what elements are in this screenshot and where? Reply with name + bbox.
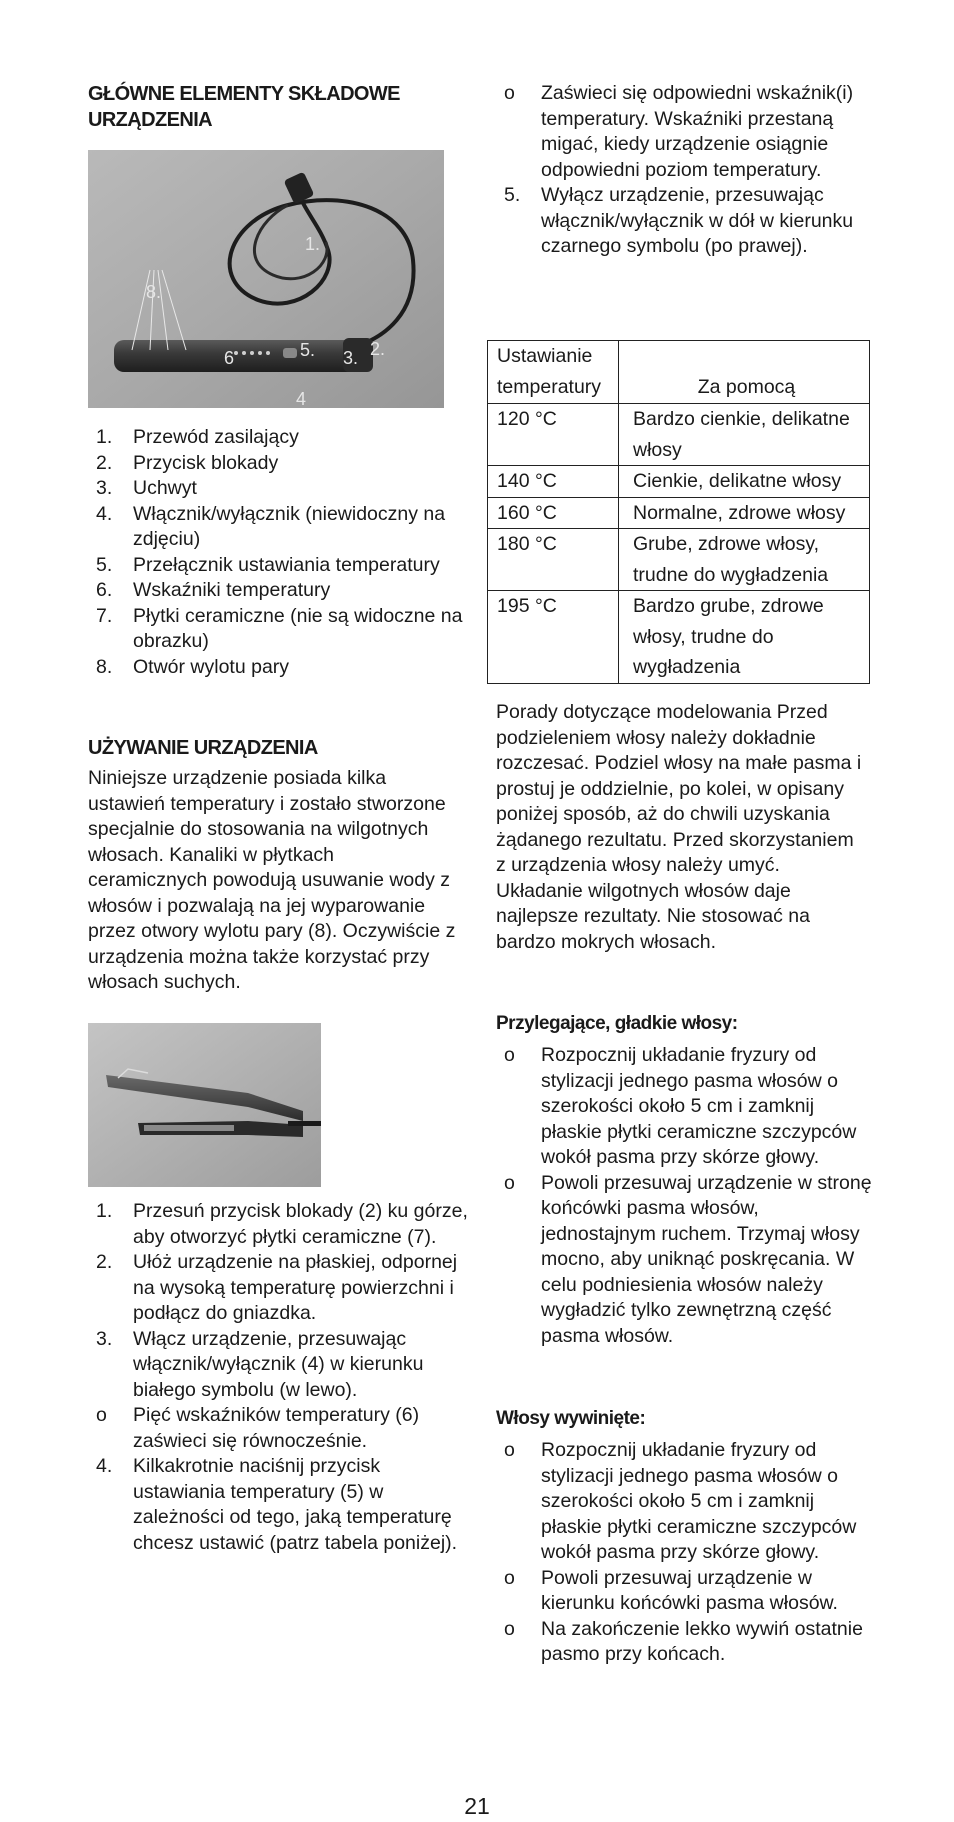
table-row <box>488 529 870 591</box>
table-cell-use: Bardzo grube, zdrowe włosy, trudne do wygładzenia <box>619 591 870 684</box>
list-marker: o <box>504 1617 515 1640</box>
list-item-text: Zaświeci się odpowiedni wskaźnik(i) temperatury. Wskaźniki przestaną migać, kiedy urządzenie osiągnie odpowiedni poziom temperatury. <box>541 82 854 181</box>
list-item-text: Powoli przesuwaj urządzenie w stronę końcówki pasma włosów, jednostajnym ruchem. Trzymaj włosy mocno, aby uniknąć poskręcania. W celu podniesienia włosów należy wygładzić tylko zewnętrzną część pasma włosów. <box>541 1171 872 1347</box>
table-cell-use: Grube, zdrowe włosy, trudne do wygładzenia <box>619 529 870 591</box>
table-header-temperature: Ustawianie temperatury <box>488 341 619 404</box>
callout-4: 4 <box>296 389 307 408</box>
list-marker: 5. <box>504 184 521 206</box>
temperature-table <box>487 340 870 684</box>
list-item-text: Włącz urządzenie, przesuwając włącznik/wyłącznik (4) w kierunku białego symbolu (w lewo). <box>133 1327 424 1401</box>
table-header-usage: Za pomocą <box>619 341 870 404</box>
list-item-text: Włącznik/wyłącznik (niewidoczny na zdjęciu) <box>133 502 446 550</box>
table-cell-use: Cienkie, delikatne włosy <box>619 466 870 498</box>
list-item-text: Płytki ceramiczne (nie są widoczne na obrazku) <box>133 604 463 652</box>
list-marker: o <box>504 1439 515 1461</box>
list-marker: 8. <box>96 655 113 678</box>
list-item-text: Powoli przesuwaj urządzenie w kierunku końcówki pasma włosów. <box>541 1566 838 1614</box>
section-title-main-parts: GŁÓWNE ELEMENTY SKŁADOWE URZĄDZENIA <box>88 83 400 131</box>
table-cell-temp: 180 °C <box>488 529 619 591</box>
list-item <box>88 425 468 451</box>
list-marker: o <box>504 82 515 104</box>
callout-1: 1. <box>305 234 321 254</box>
list-item-text: Otwór wylotu pary <box>133 655 290 678</box>
list-item <box>88 1250 468 1327</box>
callout-8: 8. <box>146 282 162 302</box>
callout-5: 5. <box>300 340 316 360</box>
list-marker: 5. <box>96 553 113 576</box>
subsection-title-curled: Włosy wywinięte: <box>496 1408 646 1429</box>
curled-hair-list <box>496 1438 876 1668</box>
page-number: 21 <box>464 1793 490 1819</box>
list-item <box>88 553 468 579</box>
list-item-text: Wskaźniki temperatury <box>133 579 331 601</box>
callout-6: 6 <box>224 348 235 368</box>
straightener-photo-illustration <box>88 150 444 408</box>
list-item-text: Przesuń przycisk blokady (2) ku górze, aby otworzyć płytki ceramiczne (7). <box>133 1200 468 1248</box>
list-item <box>88 604 468 655</box>
parts-list <box>88 425 468 680</box>
list-marker: o <box>504 1566 515 1589</box>
list-item <box>88 655 468 681</box>
list-marker: o <box>504 1171 515 1194</box>
table-row <box>488 497 870 529</box>
subsection-title-straight: Przylegające, gładkie włosy: <box>496 1013 738 1034</box>
table-cell-temp: 160 °C <box>488 497 619 529</box>
callout-2: 2. <box>370 339 386 359</box>
table-cell-use: Bardzo cienkie, delikatne włosy <box>619 404 870 466</box>
usage-steps-list <box>88 1199 468 1556</box>
section-title-usage: UŻYWANIE URZĄDZENIA <box>88 737 318 759</box>
list-item-text: Przełącznik ustawiania temperatury <box>133 553 440 576</box>
list-item-text: Przewód zasilający <box>133 426 299 448</box>
product-photo-straightener <box>88 150 444 408</box>
usage-paragraph: Niniejsze urządzenie posiada kilka ustawień temperatury i zostało stworzone specjalnie do stosowania na wilgotnych włosach. Kanaliki w płytkach ceramicznych powodują usuwanie wody z włosów i pozwalają na jej wyparowanie przez otwory wylotu pary (8). Oczywiście z urządzenia można także korzystać przy włosach suchych. <box>88 767 456 993</box>
table-row <box>488 404 870 466</box>
list-item <box>496 1171 876 1350</box>
list-item <box>88 1454 468 1556</box>
list-item <box>496 183 866 260</box>
list-item-text: Pięć wskaźników temperatury (6) zaświeci się równocześnie. <box>133 1404 420 1452</box>
list-marker: 3. <box>96 477 113 499</box>
list-item-text: Uchwyt <box>133 477 197 499</box>
list-marker: o <box>504 1044 515 1066</box>
list-item-text: Rozpocznij układanie fryzury od stylizacji jednego pasma włosów o szerokości około 5 cm i zamknij płaskie płytki ceramiczne szczypców wokół pasma przy skórze głowy. <box>541 1044 857 1168</box>
list-item-text: Na zakończenie lekko wywiń ostatnie pasmo przy końcach. <box>541 1617 863 1665</box>
list-item-text: Ułóż urządzenie na płaskiej, odpornej na wysoką temperaturę powierzchni i podłącz do gniazdka. <box>133 1251 458 1324</box>
list-item-text: Rozpocznij układanie fryzury od stylizacji jednego pasma włosów o szerokości około 5 cm i zamknij płaskie płytki ceramiczne szczypców wokół pasma przy skórze głowy. <box>541 1439 857 1563</box>
table-row <box>488 466 870 498</box>
table-cell-temp: 140 °C <box>488 466 619 498</box>
list-marker: 1. <box>96 426 113 448</box>
list-item-text: Wyłącz urządzenie, przesuwając włącznik/wyłącznik w dół w kierunku czarnego symbolu (po prawej). <box>541 184 854 257</box>
list-marker: 7. <box>96 604 113 627</box>
table-header-row <box>488 341 870 404</box>
open-plates-photo-illustration <box>88 1023 321 1187</box>
list-item <box>496 1438 876 1566</box>
product-photo-open-plates <box>88 1023 321 1187</box>
list-marker: 4. <box>96 1455 113 1477</box>
table-row <box>488 591 870 684</box>
list-item <box>496 1617 876 1668</box>
callout-3: 3. <box>343 348 359 368</box>
list-marker: 3. <box>96 1327 113 1350</box>
list-marker: 1. <box>96 1200 113 1222</box>
continued-steps-list <box>496 81 866 260</box>
list-marker: 2. <box>96 451 113 474</box>
list-item <box>88 1403 468 1454</box>
list-marker: o <box>96 1404 107 1426</box>
table-cell-temp: 120 °C <box>488 404 619 466</box>
list-item <box>496 81 866 183</box>
list-item-text: Kilkakrotnie naciśnij przycisk ustawiania temperatury (5) w zależności od tego, jaką temperaturę chcesz ustawić (patrz tabela poniżej). <box>133 1455 458 1554</box>
table-cell-temp: 195 °C <box>488 591 619 684</box>
straight-hair-list <box>496 1043 876 1349</box>
list-item <box>496 1043 876 1171</box>
list-item <box>88 451 468 477</box>
list-item <box>88 476 468 502</box>
styling-tips-paragraph: Porady dotyczące modelowania Przed podzieleniem włosy należy dokładnie rozczesać. Podziel włosy na małe pasma i prostuj je oddzielnie, po kolei, w opisany poniżej sposób, aż do chwili uzyskania żądanego rezultatu. Przed skorzystaniem z urządzenia włosy należy umyć. Układanie wilgotnych włosów daje najlepsze rezultaty. Nie stosować na bardzo mokrych włosach. <box>496 701 862 953</box>
list-marker: 4. <box>96 502 113 525</box>
list-item <box>88 1199 468 1250</box>
list-marker: 2. <box>96 1251 113 1273</box>
list-item <box>496 1566 876 1617</box>
list-item <box>88 1327 468 1404</box>
list-marker: 6. <box>96 579 113 601</box>
list-item <box>88 502 468 553</box>
table-cell-use: Normalne, zdrowe włosy <box>619 497 870 529</box>
list-item-text: Przycisk blokady <box>133 451 279 474</box>
list-item <box>88 578 468 604</box>
